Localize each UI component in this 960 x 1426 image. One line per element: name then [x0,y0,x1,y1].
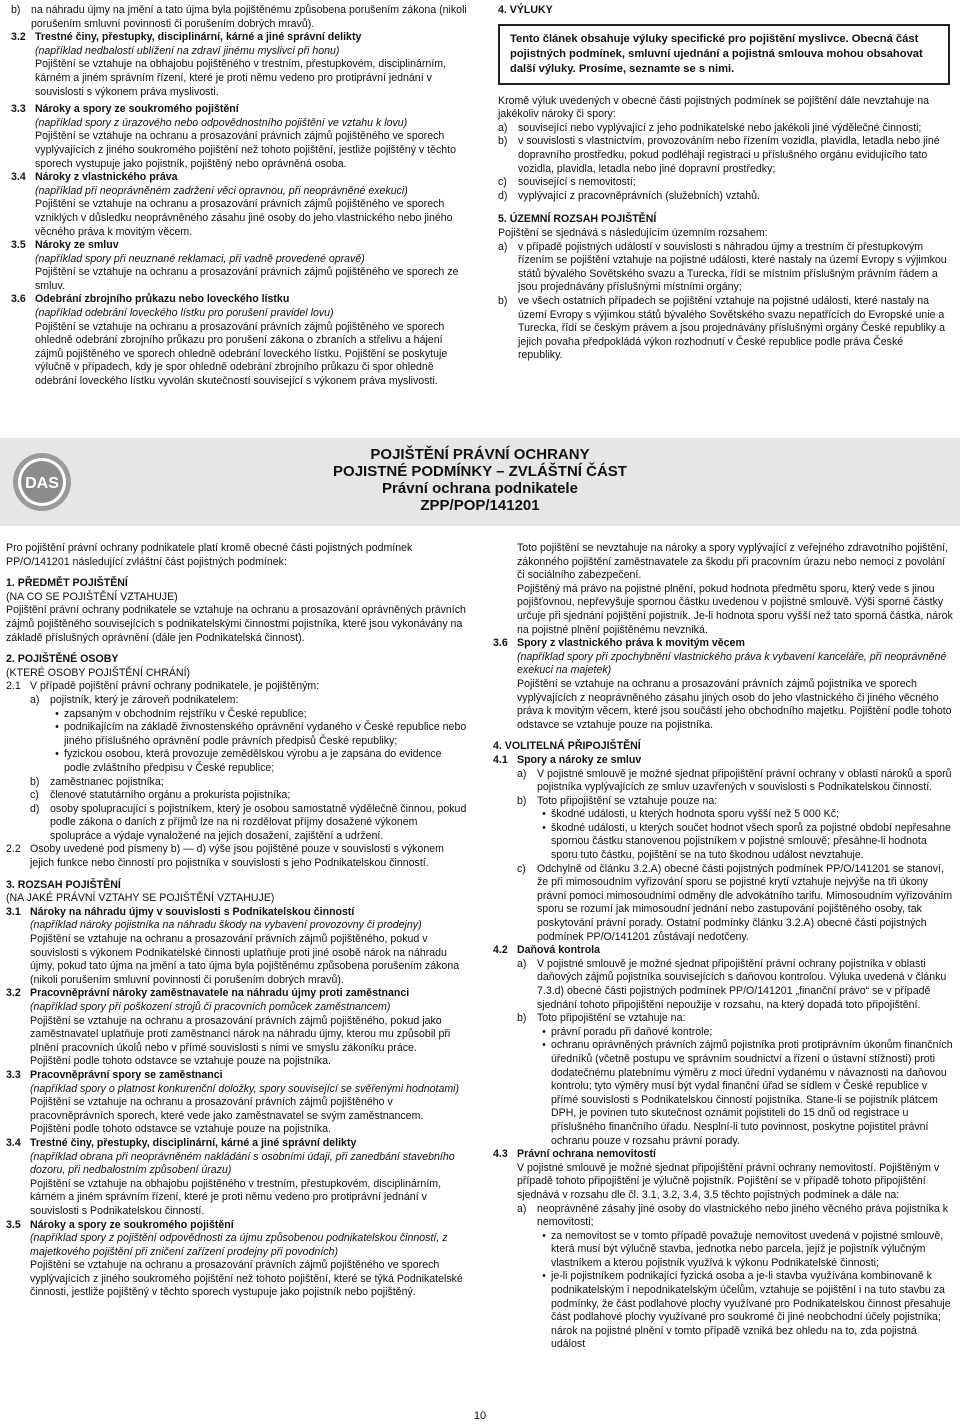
bl-3-3-title: 3.3 Pracovněprávní spory se zaměstnanci [6,1068,223,1081]
section-1-subheading: (NA CO SE POJIŠTĚNÍ VZTAHUJE) [6,590,178,603]
bl-3-3-example: (například spory o platnost konkurenční doložky, spory související se svěřenými hodnotami) [30,1082,460,1095]
br-3-6-title: 3.6 Spory z vlastnického práva k movitým věcem [493,637,745,650]
section-2-heading: 2. POJIŠTĚNÉ OSOBY [6,653,119,666]
exclusions-heading: 4. VÝLUKY [498,4,553,16]
br-4-3-a-bullets [493,1230,953,1352]
section-3-4-title: 3.4 Nároky z vlastnického práva [11,171,178,184]
bl-3-2-text: Pojištění se vztahuje na ochranu a prosazování právních zájmů pojištěného, pokud jako zaměstnavatel uplatňuje proti zaměstnanci nárok na náhradu újmy, kterou mu způsobil při plnění pracovních úkolů nebo v přímé souvislosti s nimi ve smyslu zákoníku práce. [30,1014,451,1054]
section-3-3-text: Pojištění se vztahuje na ochranu a prosazování právních zájmů pojištěného ve sporech vyplývajících z jiného soukromého pojištění než tohoto pojištění, jestliže pojištěný v těchto sporech vystupuje jako pojistník, pojištěný nebo oprávněná osoba. [35,130,457,170]
bl-3-4-title: 3.4 Trestné činy, přestupky, disciplinární, kárné a jiné správní delikty [6,1136,357,1149]
section-3-5-title: 3.5 Nároky ze smluv [11,239,119,252]
section-3-2-title: 3.2 Trestné činy, přestupky, disciplinární, kárné a jiné správní delikty [11,31,362,44]
section-1-heading: 1. PŘEDMĚT POJIŠTĚNÍ [6,577,128,590]
section-3-6-example: (například odebrání loveckého lístku pro porušení pravidel lovu) [35,307,334,320]
bl-3-1-example: (například nároky pojistníka na náhradu škody na vybavení provozovny či prodejny) [30,919,422,932]
section-4-heading: 4. VOLITELNÁ PŘIPOJIŠTĚNÍ [493,740,641,753]
br-4-2-b-bullets [493,1026,953,1148]
section-2-2: 2.2 Osoby uvedené pod písmeny b) — d) výše jsou pojištěné pouze v souvislosti s výkonem jejich funkce nebo činností pro pojistníka v souvislosti s jeho Podnikatelskou činností. [6,843,444,870]
bottom-right-column [493,542,953,1352]
banner-title-line-3: Právní ochrana podnikatele [382,480,578,497]
bl-3-3-text: Pojištění se vztahuje na ochranu a prosazování právních zájmů pojištěného v pracovněprávních sporech, které vede jako zaměstnavatel se svým zaměstnancem. [30,1096,424,1122]
br-4-3-a: a) neoprávněné zásahy jiné osoby do vlastnického nebo jiného věcného práva pojistníka k nemovitosti; [517,1202,949,1229]
intro-text: Pro pojištění právní ochrany podnikatele platí kromě obecné části pojistných podmínek PP/O/141201 následující zvláštní část pojistných podmínek: [6,542,413,568]
section-3-3-example: (například spory z úrazového nebo odpovědnostního pojištění ve vztahu k lovu) [35,116,408,129]
br-4-2-title: 4.2 Daňová kontrola [493,944,601,957]
banner-title-line-1: POJIŠTĚNÍ PRÁVNÍ OCHRANY [370,446,590,463]
territory-item: b) ve všech ostatních případech se pojištění vztahuje na pojistné události, které nastaly na území Evropy s výjimkou států bývalého Sovětského svazu nepatřících do Evropské unie a Turecka, řídí se českým právem a jsou projednávány příslušnými orgány České republiky a jejich povaha předpokládá výkon rozhodnutí v České republice podle práva České republiky. [498,294,946,362]
br-4-1-b-bullets [493,808,953,862]
br-4-2-b: b) Toto připojištění se vztahuje na: [517,1012,686,1025]
br-paragraph-1: Toto pojištění se nevztahuje na nároky a spory vyplývající z veřejného zdravotního pojištění, zákonného pojištění zaměstnavatele za škodu při pracovním úrazu nebo nemoci z povolání či sociálního zabezpečení. [517,542,949,582]
section-3-2-example: (například nedbalostí ublížení na zdraví jinému myslivci při honu) [35,44,340,57]
br-3-6-text: Pojištění se vztahuje na ochranu a prosazování právních zájmů pojistníka ve sporech vyplývajících z neoprávněného zásahu jiných osob do jeho vlastnického či jiného věcného práva k movitým věcem, které jsou součástí jeho obchodního majetku. Pojištění podle tohoto odstavce se vztahuje pouze na pojistníka. [517,677,952,731]
bl-3-3-text-2: Pojištění podle tohoto odstavce se vztahuje pouze na pojistníka. [30,1123,331,1136]
top-right-column [498,4,950,363]
bullet-item: • podnikajícím na základě živnostenského oprávnění vydaného v České republice nebo jiného příslušného oprávnění podle právních předpisů České republiky; [55,721,467,747]
das-logo [12,452,72,512]
bullet-item: • ochranu oprávněných právních zájmů pojistníka proti protiprávním úkonům finančních úředníků (včetně postupu ve správním soudnictví a řízení o ústavní stížnosti) proti dodatečnému platebnímu výměru z moci úřední vydanému v návaznosti na daňovou kontrolu; tyto výměry musí být vydal finanční úřad se sídlem v České republice v přímé souvislosti s Podnikatelskou činností pojistníka. Stane-li se pojistník plátcem DPH, je povinen tuto skutečnost oznámit pojistiteli do 15 dnů od registrace u příslušného finančního úřadu. Nesplní-li tuto povinnost, poskytne pojistitel právní ochranu pouze v rozsahu právní porady. [542,1039,953,1147]
exclusions-notice-box: Tento článek obsahuje výluky specifické pro pojištění myslivce. Obecná část pojistných podmínek, smluvní ujednání a pojistná smlouva mohou obsahovat další výluky. Prosíme, seznamte se s nimi. [498,24,950,85]
page-number: 10 [473,1410,487,1422]
section-3-6-text: Pojištění se vztahuje na ochranu a prosazování právních zájmů pojištěného ve sporech ohledně odebrání zbrojního průkazu pro porušení zákona o zbraních a střelivu a hájení zájmů pojištěného ve sporech ohledně odebrání loveckého lístku. Pojištění se poskytuje výlučně v případech, kdy je spor ohledně odebrání zbrojního průkazu či spor ohledně odebrání loveckého lístku vyvolán skutečností související s výkonem práva myslivosti. [35,320,448,388]
bl-3-2-title: 3.2 Pracovněprávní nároky zaměstnavatele na náhradu újmy proti zaměstnanci [6,987,410,1000]
top-left-column [11,4,469,389]
section-2-1-a-bullets [6,708,468,776]
section-3-4-text: Pojištění se vztahuje na ochranu a prosazování právních zájmů pojištěného ve sporech vzniklých v důsledku neoprávněného zásahu jiné osoby do jeho vlastnického nebo jiného věcného práva k movitým věcem. [35,198,453,238]
bl-3-1-text: Pojištění se vztahuje na ochranu a prosazování právních zájmů pojištěného, pokud v souvislosti s výkonem Podnikatelské činnosti uplatňuje proti jiné osobě nárok na náhradu újmy, pokud tato újma na jmění a tato újma byla pojištěnému způsobena porušením zákona (nikoli porušením smluvní povinnosti či porušením dobrých mravů). [30,933,460,986]
territory-intro: Pojištění se sjednává s následujícím územním rozsahem: [498,226,768,239]
br-4-1-a: a) V pojistné smlouvě je možné sjednat připojištění právní ochrany v oblasti nároků a sporů pojistníka vyplývajících ze smluv uzavřených v souvislosti s Podnikatelskou činností. [517,767,952,794]
section-3-5-text: Pojištění se vztahuje na ochranu a prosazování právních zájmů pojištěného ve sporech ze smluv. [35,266,459,292]
br-4-1-b: b) Toto připojištění se vztahuje pouze na: [517,794,718,807]
section-2-1-d: d) osoby spolupracující s pojistníkem, který je osobou samostatně výdělečně činnou, pokud podle zákona o daních z příjmů lze na ni rozdělovat příjmy dosažené výkonem spolupráce a výdaje vynaložené na jejich dosažení, zajištění a udržení. [30,802,467,842]
section-2-1-b: b) zaměstnanec pojistníka; [30,775,164,788]
bottom-left-column [6,542,468,1300]
logo-text: DAS [25,475,59,492]
bullet-item: • právní poradu při daňové kontrole; [542,1025,713,1038]
section-3-4-example: (například při neoprávněném zadržení věci opravnou, při neoprávněné exekuci) [35,184,408,197]
exclusion-item: a) související nebo vyplývající z jeho podnikatelské nebo jakékoli jiné výdělečné činnosti; [498,121,922,134]
territory-item: a) v případě pojistných událostí v souvislosti s náhradou újmy a trestním či přestupkovým řízením se pojištění vztahuje na pojistné události, které nastaly na území Evropy s výjimkou států bývalého Sovětského svazu a Turecka, řídí se místním příslušným právním řádem a jsou projednávány příslušnými místními orgány; [498,240,947,294]
item-b: b) na náhradu újmy na jmění a tato újma byla pojištěnému způsobena porušením zákona (nikoli porušením smluvní povinnosti či porušením dobrých mravů). [11,4,467,30]
br-4-3-title: 4.3 Právní ochrana nemovitostí [493,1148,656,1161]
br-4-1-c: c) Odchylně od článku 3.2.A) obecné části pojistných podmínek PP/O/141201 se stanoví, že při mimosoudním vyřizování sporu se pojistné krytí vztahuje nejvýše na tři úkony právní pomoci mimosoudními odměny dle advokátního tarifu. Mimosoudním vyřizováním sporu se rozumí jak mimosoudní jednání nebo zastupování pojištěného osoby, tak poskytování právní porady. Ostatní podmínky článku 3.2.A) obecné části pojistných podmínek PP/O/141201 zůstávají nedotčeny. [517,862,953,943]
section-2-1-a: a) pojistník, který je zároveň podnikatelem: [30,693,239,706]
br-4-3-text: V pojistné smlouvě je možné sjednat připojištění právní ochrany nemovitostí. Pojištěným v případě tohoto připojištění je výlučně pojistník. Pojištění se v případě tohoto připojištění sjednává v rozsahu dle čl. 3.1, 3.2, 3.4, 3.5 těchto pojistných podmínek a dále na: [517,1161,940,1201]
exclusion-item: d) vyplývající z pracovněprávních (služebních) vztahů. [498,189,761,202]
exclusion-item: c) související s nemovitostí; [498,176,636,189]
bl-3-5-example: (například spory z pojištění odpovědnosti za újmu způsobenou podnikatelskou činností, z majetkového pojištění při zničení zařízení prodejny při povodních) [30,1232,448,1258]
section-3-6-title: 3.6 Odebrání zbrojního průkazu nebo loveckého lístku [11,293,290,306]
bullet-item: • za nemovitost se v tomto případě považuje nemovitost uvedená v pojistné smlouvě, která musí být výlučně stavba, jednotka nebo parcela, jejíž je pojistník výlučným vlastníkem a kterou pojistník využívá k výkonu Podnikatelské činnosti; [542,1229,944,1269]
banner-title-line-2: POJISTNÉ PODMÍNKY – ZVLÁŠTNÍ ČÁST [333,463,627,480]
section-3-5-example: (například spory při neuznané reklamaci, při vadně provedené opravě) [35,252,365,265]
banner-title [260,446,700,514]
section-2-1-c: c) členové statutárního orgánu a prokurista pojistníka; [30,789,291,802]
territory-heading: 5. ÚZEMNÍ ROZSAH POJIŠTĚNÍ [498,213,657,226]
bl-3-1-title: 3.1 Nároky na náhradu újmy v souvislosti s Podnikatelskou činností [6,905,355,918]
bl-3-4-text: Pojištění se vztahuje na obhajobu pojištěného v trestním, přestupkovém, disciplinárním, kárném a jiném správním řízení, které je proti němu vedeno pro protiprávní jednání v souvislosti s Podnikatelskou činností. [30,1177,442,1217]
section-3-subheading: (NA JAKÉ PRÁVNÍ VZTAHY SE POJIŠTĚNÍ VZTAHUJE) [6,892,275,905]
bl-3-2-example: (například spory při poškození strojů či pracovních pomůcek zaměstnancem) [30,1001,391,1013]
section-3-3-title: 3.3 Nároky a spory ze soukromého pojištění [11,103,239,116]
br-4-2-a: a) V pojistné smlouvě je možné sjednat připojištění právní ochrany pojistníka v oblasti daňových zájmů pojistníka souvisejících s daňovou kontrolou. Výluka uvedená v článku 7.3.d) obecné části pojistných podmínek PP/O/141201 „finanční právo“ se v případě sjednání tohoto připojištění nepoužije v rozsahu, na který dopadá toto připojištění. [517,957,947,1011]
bl-3-4-example: (například obrana při neoprávněném nakládání s osobními údaji, při zanedbání stavebního dozoru, při nedbalostním způsobení úrazu) [30,1150,455,1177]
bullet-item: • zapsaným v obchodním rejstříku v České republice; [55,707,307,720]
section-3-2-text: Pojištění se vztahuje na obhajobu pojištěného v trestním, přestupkovém, disciplinárním, kárném a jiném správním řízení, které je proti němu vedeno pro protiprávní jednání v souvislosti s výkonem práva myslivosti. [35,58,447,98]
exclusions-intro: Kromě výluk uvedených v obecné části pojistných podmínek se pojištění dále nevztahuje na jakékoliv nároky či spory: [498,94,930,121]
bullet-item: • fyzickou osobou, která provozuje zemědělskou výrobu a je zapsána do evidence podle zvláštního předpisu v České republice; [55,748,442,774]
br-paragraph-2: Pojištěný má právo na pojistné plnění, pokud hodnota předmětu sporu, který vede s jinou pojišťovnou, nepřevyšuje spornou částku uvedenou v pojistné smlouvě. Výši sporné částky určuje při sjednání pojištění pojistník. Je-li hodnota sporu vyšší než tato sporná částka, nárok na pojistné plnění pojištěnému nevzniká. [517,582,953,636]
section-2-1: 2.1 V případě pojištění právní ochrany podnikatele, je pojištěným: [6,680,320,693]
bl-3-2-text-2: Pojištění podle tohoto odstavce se vztahuje pouze na pojistníka. [30,1055,331,1068]
territory-list [498,241,950,363]
br-3-6-example: (například spory při zpochybnění vlastnického práva k vybavení kanceláře, při neoprávněné exekuci na majetek) [517,650,947,677]
bl-3-5-title: 3.5 Nároky a spory ze soukromého pojištění [6,1218,234,1231]
br-4-1-title: 4.1 Spory a nároky ze smluv [493,753,642,766]
bullet-item: • škodné události, u kterých hodnota sporu vyšší než 5 000 Kč; [542,808,839,821]
exclusion-item: b) v souvislosti s vlastnictvím, provozováním nebo řízením vozidla, plavidla, letadla nebo jiné dopravního prostředku, pokud podléhají registraci u příslušného orgánu evidujícího tato vozidla, plavidla, letadla nebo jiné dopravní prostředky; [498,135,940,175]
bl-3-5-text: Pojištění se vztahuje na ochranu a prosazování právních zájmů pojištěného ve sporech vyplývajících z jiného soukromého pojištění než tohoto pojištění, které se týká Podnikatelské činnosti, jestliže pojištěný v těchto sporech vystupuje jako pojistník nebo pojištěný. [30,1259,463,1299]
exclusions-list [498,122,950,204]
section-2-subheading: (KTERÉ OSOBY POJIŠTĚNÍ CHRÁNÍ) [6,666,191,679]
banner-title-line-4: ZPP/POP/141201 [420,497,540,514]
bullet-item: • škodné události, u kterých součet hodnot všech sporů za pojistné období nepřesahne spornou částku stanovenou pojistníkem v pojistné smlouvě; přesáhne-li hodnota sporu tuto částku, pojištění se na tuto škodnou událost nevztahuje. [542,821,951,862]
section-3-heading: 3. ROZSAH POJIŠTĚNÍ [6,878,121,891]
section-1-text: Pojištění právní ochrany podnikatele se vztahuje na ochranu a prosazování oprávněných právních zájmů pojištěného souvisejících s podnikatelskými činnostmi pojistníka, které jsou vykonávány na základě příslušných oprávnění (dále jen Podnikatelská činnost). [6,604,466,644]
bullet-item: • je-li pojistníkem podnikající fyzická osoba a je-li stavba využívána kombinovaně k podnikatelským i nepodnikatelským účelům, vztahuje se pojištění i na tuto stavbu za podmínky, že část podlahové plochy využívané pro Podnikatelskou činnost přesahuje část podlahové plochy využívané pro soukromé či jiné neobchodní účely pojistníka; nárok na pojistné plnění v tomto případě vzniká bez ohledu na to, zda pojistná událost [542,1270,951,1351]
